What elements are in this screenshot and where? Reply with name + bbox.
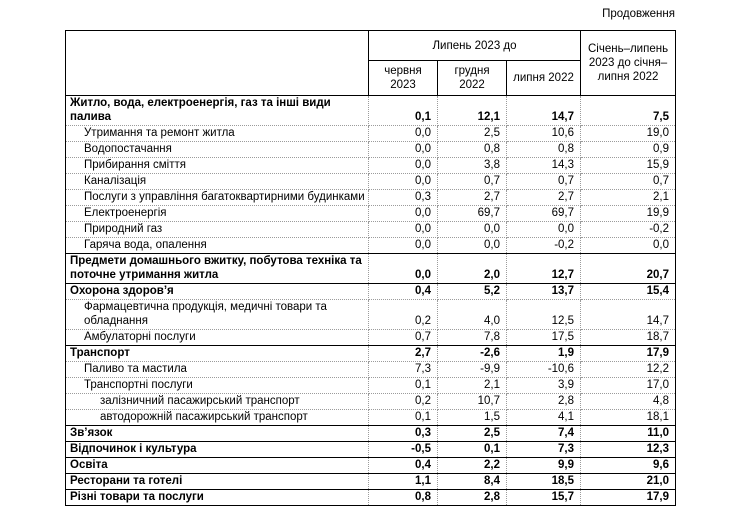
value-cell: 7,8: [438, 330, 507, 346]
value-cell: 7,5: [581, 96, 676, 126]
value-cell: 0,0: [369, 238, 438, 254]
value-cell: 3,9: [507, 378, 581, 394]
value-cell: 15,9: [581, 158, 676, 174]
value-cell: 2,7: [438, 190, 507, 206]
value-cell: 0,0: [369, 206, 438, 222]
value-cell: 21,0: [581, 474, 676, 490]
value-cell: 4,0: [438, 300, 507, 330]
row-label: Зв’язок: [66, 426, 369, 442]
table-row: [66, 362, 676, 378]
table-row: [66, 174, 676, 190]
row-label: Природний газ: [66, 222, 369, 238]
value-cell: 3,8: [438, 158, 507, 174]
value-cell: 12,2: [581, 362, 676, 378]
value-cell: 0,7: [438, 174, 507, 190]
value-cell: 12,5: [507, 300, 581, 330]
value-cell: 2,5: [438, 426, 507, 442]
value-cell: 17,0: [581, 378, 676, 394]
table-row: [66, 410, 676, 426]
value-cell: 69,7: [507, 206, 581, 222]
value-cell: 0,0: [369, 222, 438, 238]
empty-corner-cell: [66, 31, 369, 96]
table-row: [66, 206, 676, 222]
value-cell: 7,3: [507, 442, 581, 458]
value-cell: 5,2: [438, 284, 507, 300]
table-row: [66, 426, 676, 442]
table-row: [66, 378, 676, 394]
row-label: Предмети домашнього вжитку, побутова техніка та поточне утримання житла: [66, 254, 369, 284]
table-row: [66, 284, 676, 300]
row-label: Ресторани та готелі: [66, 474, 369, 490]
value-cell: 0,0: [369, 142, 438, 158]
table-row: [66, 190, 676, 206]
value-cell: 0,0: [438, 238, 507, 254]
table-row: [66, 458, 676, 474]
table-row: [66, 222, 676, 238]
value-cell: 4,1: [507, 410, 581, 426]
table-row: [66, 474, 676, 490]
value-cell: 20,7: [581, 254, 676, 284]
value-cell: 2,2: [438, 458, 507, 474]
row-label: Житло, вода, електроенергія, газ та інші види палива: [66, 96, 369, 126]
table-row: [66, 442, 676, 458]
row-label: Транспорт: [66, 346, 369, 362]
value-cell: 10,6: [507, 126, 581, 142]
value-cell: 17,5: [507, 330, 581, 346]
table-row: [66, 490, 676, 506]
value-cell: 0,0: [581, 238, 676, 254]
value-cell: 14,3: [507, 158, 581, 174]
value-cell: 1,9: [507, 346, 581, 362]
row-label: Відпочинок і культура: [66, 442, 369, 458]
value-cell: 18,5: [507, 474, 581, 490]
row-label: автодорожній пасажирський транспорт: [66, 410, 369, 426]
value-cell: 0,0: [369, 126, 438, 142]
value-cell: -0,5: [369, 442, 438, 458]
sub-header-cell: червня 2023: [369, 61, 438, 96]
value-cell: 9,6: [581, 458, 676, 474]
value-cell: 0,2: [369, 300, 438, 330]
value-cell: 0,2: [369, 394, 438, 410]
value-cell: 9,9: [507, 458, 581, 474]
value-cell: 2,8: [438, 490, 507, 506]
table-body: [66, 96, 676, 506]
value-cell: 12,7: [507, 254, 581, 284]
value-cell: 18,7: [581, 330, 676, 346]
value-cell: 0,0: [507, 222, 581, 238]
value-cell: -10,6: [507, 362, 581, 378]
table-row: [66, 254, 676, 284]
value-cell: 2,7: [369, 346, 438, 362]
value-cell: 69,7: [438, 206, 507, 222]
value-cell: 2,8: [507, 394, 581, 410]
value-cell: 19,0: [581, 126, 676, 142]
value-cell: -0,2: [507, 238, 581, 254]
value-cell: 0,4: [369, 284, 438, 300]
table-row: [66, 394, 676, 410]
value-cell: 17,9: [581, 490, 676, 506]
table-row: [66, 238, 676, 254]
value-cell: 0,7: [581, 174, 676, 190]
value-cell: 17,9: [581, 346, 676, 362]
value-cell: 0,1: [369, 378, 438, 394]
sub-header-cell: липня 2022: [507, 61, 581, 96]
value-cell: 12,3: [581, 442, 676, 458]
value-cell: 0,8: [507, 142, 581, 158]
row-label: Водопостачання: [66, 142, 369, 158]
table-row: [66, 126, 676, 142]
price-index-table: [65, 30, 676, 506]
row-label: Гаряча вода, опалення: [66, 238, 369, 254]
value-cell: -2,6: [438, 346, 507, 362]
table-row: [66, 346, 676, 362]
row-label: Освіта: [66, 458, 369, 474]
value-cell: 11,0: [581, 426, 676, 442]
value-cell: 2,7: [507, 190, 581, 206]
value-cell: 15,4: [581, 284, 676, 300]
row-label: залізничний пасажирський транспорт: [66, 394, 369, 410]
value-cell: 0,0: [369, 174, 438, 190]
continuation-label: Продовження: [602, 8, 675, 20]
value-cell: 0,0: [369, 158, 438, 174]
sub-header-cell: грудня 2022: [438, 61, 507, 96]
value-cell: 0,3: [369, 190, 438, 206]
value-cell: 14,7: [581, 300, 676, 330]
value-cell: 7,4: [507, 426, 581, 442]
period-column-header: Січень–липень 2023 до січня–липня 2022: [581, 31, 676, 96]
row-label: Різні товари та послуги: [66, 490, 369, 506]
row-label: Електроенергія: [66, 206, 369, 222]
value-cell: 2,0: [438, 254, 507, 284]
value-cell: 8,4: [438, 474, 507, 490]
value-cell: 12,1: [438, 96, 507, 126]
row-label: Фармацевтична продукція, медичні товари та обладнання: [66, 300, 369, 330]
row-label: Послуги з управління багатоквартирними будинками: [66, 190, 369, 206]
value-cell: 0,1: [369, 96, 438, 126]
table-row: [66, 300, 676, 330]
value-cell: 7,3: [369, 362, 438, 378]
table-row: [66, 330, 676, 346]
row-label: Амбулаторні послуги: [66, 330, 369, 346]
row-label: Каналізація: [66, 174, 369, 190]
row-label: Транспортні послуги: [66, 378, 369, 394]
value-cell: 13,7: [507, 284, 581, 300]
value-cell: 0,7: [369, 330, 438, 346]
value-cell: 0,1: [369, 410, 438, 426]
value-cell: 2,5: [438, 126, 507, 142]
value-cell: 0,1: [438, 442, 507, 458]
value-cell: 0,0: [438, 222, 507, 238]
value-cell: 1,5: [438, 410, 507, 426]
value-cell: -9,9: [438, 362, 507, 378]
value-cell: 0,8: [369, 490, 438, 506]
value-cell: 4,8: [581, 394, 676, 410]
column-group-header: Липень 2023 до: [369, 31, 581, 61]
table-row: [66, 158, 676, 174]
value-cell: 18,1: [581, 410, 676, 426]
value-cell: 0,0: [369, 254, 438, 284]
row-label: Охорона здоров’я: [66, 284, 369, 300]
value-cell: 14,7: [507, 96, 581, 126]
value-cell: 2,1: [581, 190, 676, 206]
table-row: [66, 142, 676, 158]
row-label: Утримання та ремонт житла: [66, 126, 369, 142]
row-label: Прибирання сміття: [66, 158, 369, 174]
table-row: [66, 96, 676, 126]
value-cell: 0,7: [507, 174, 581, 190]
value-cell: -0,2: [581, 222, 676, 238]
value-cell: 10,7: [438, 394, 507, 410]
value-cell: 0,9: [581, 142, 676, 158]
value-cell: 0,4: [369, 458, 438, 474]
value-cell: 0,3: [369, 426, 438, 442]
table-header: [66, 31, 676, 96]
value-cell: 1,1: [369, 474, 438, 490]
value-cell: 2,1: [438, 378, 507, 394]
value-cell: 0,8: [438, 142, 507, 158]
value-cell: 19,9: [581, 206, 676, 222]
value-cell: 15,7: [507, 490, 581, 506]
row-label: Паливо та мастила: [66, 362, 369, 378]
